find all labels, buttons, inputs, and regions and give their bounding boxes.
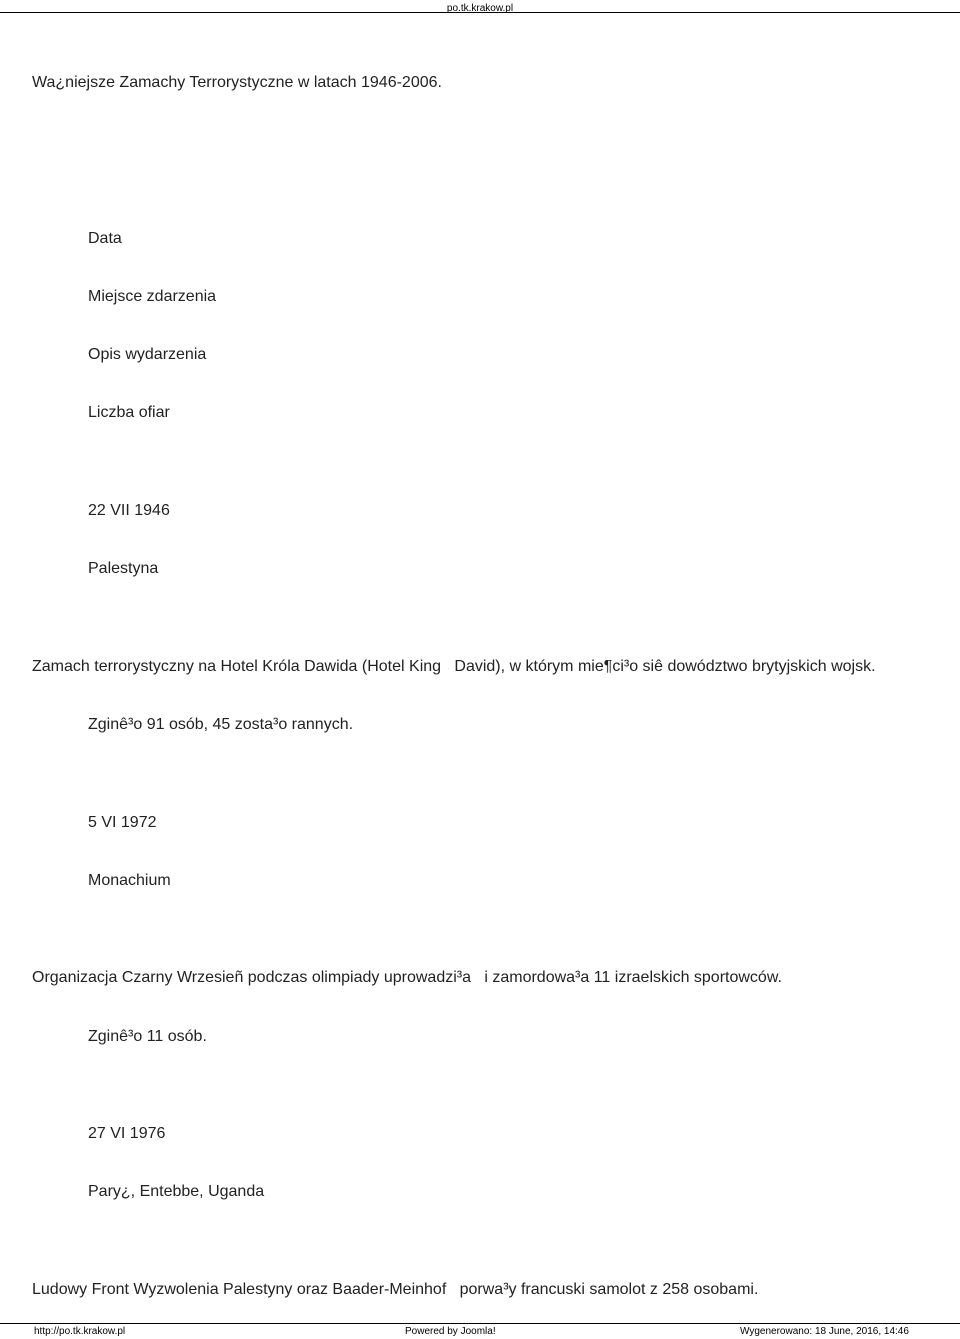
event-1-description: Zamach terrorystyczny na Hotel Króla Dawida (Hotel King David), w którym mie¶ci³o siê dowództwo brytyjskich wojsk. bbox=[32, 658, 876, 675]
event-3-description: Ludowy Front Wyzwolenia Palestyny oraz Baader-Meinhof porwa³y francuski samolot z 258 osobami. bbox=[32, 1281, 759, 1298]
site-name: po.tk.krakow.pl bbox=[446, 3, 514, 14]
event-1-place: Palestyna bbox=[88, 560, 159, 577]
column-description-label: Opis wydarzenia bbox=[88, 346, 207, 363]
page-title: Wa¿niejsze Zamachy Terrorystyczne w latach 1946-2006. bbox=[32, 74, 442, 91]
footer-powered-by: Powered by Joomla! bbox=[405, 1326, 496, 1337]
event-1-victims: Zginê³o 91 osób, 45 zosta³o rannych. bbox=[88, 716, 354, 733]
event-2-description: Organizacja Czarny Wrzesieñ podczas olimpiady uprowadzi³a i zamordowa³a 11 izraelskich sportowców. bbox=[32, 969, 782, 986]
footer-url-link[interactable]: http://po.tk.krakow.pl bbox=[34, 1326, 126, 1337]
column-victims-label: Liczba ofiar bbox=[88, 404, 170, 421]
event-2-victims: Zginê³o 11 osób. bbox=[88, 1028, 207, 1045]
event-2-date: 5 VI 1972 bbox=[88, 814, 157, 831]
column-date-label: Data bbox=[88, 230, 122, 247]
footer-generated-timestamp: Wygenerowano: 18 June, 2016, 14:46 bbox=[740, 1326, 909, 1337]
site-footer bbox=[0, 1323, 960, 1339]
event-2-place: Monachium bbox=[88, 872, 171, 889]
event-3-place: Pary¿, Entebbe, Uganda bbox=[88, 1183, 265, 1200]
column-place-label: Miejsce zdarzenia bbox=[88, 288, 217, 305]
event-1-date: 22 VII 1946 bbox=[88, 502, 170, 519]
event-3-date: 27 VI 1976 bbox=[88, 1125, 166, 1142]
site-header bbox=[0, 0, 960, 13]
